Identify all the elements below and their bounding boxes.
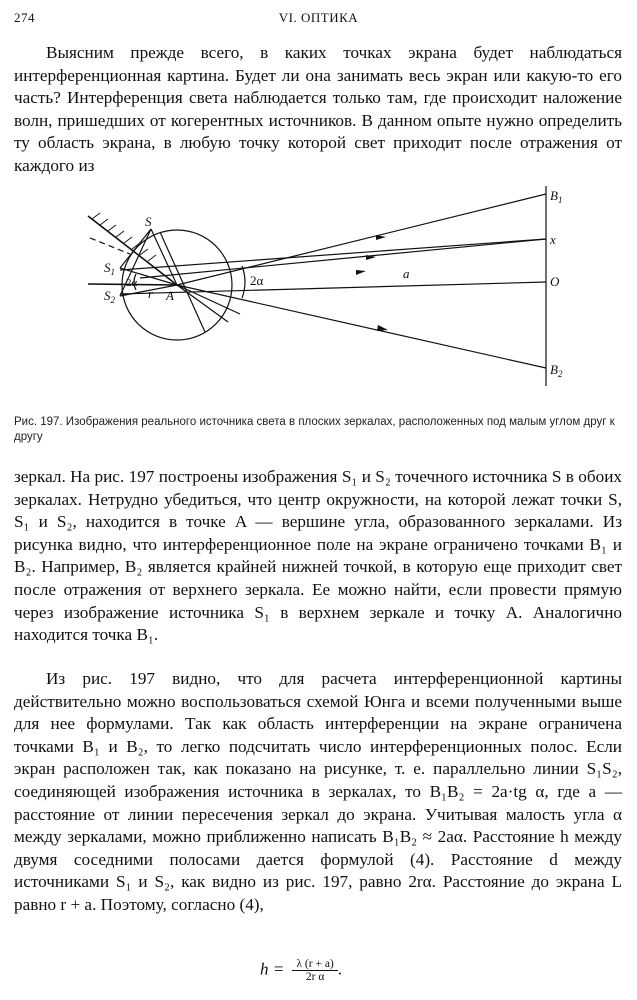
figure-caption: Рис. 197. Изображения реального источника света в плоских зеркалах, расположенных под малым углом друг к другу	[14, 416, 615, 443]
label-S1: $S_1$	[104, 260, 115, 277]
formula-lhs: h =	[260, 959, 285, 979]
ray-S1-x	[120, 239, 546, 270]
paragraph-2: зеркал. На рис. 197 построены изображения S₁ и S₂ точечного источника S в обоих зеркалах. Нетрудно убедиться, что центр окружности, на которой лежат точки S, S₁ и S₂, находится в точке A — вершине угла, образованного зеркалами. Из рисунка видно, что интерференционное поле на экране ограничено точками B₁ и B₂. Например, B₂ является крайней нижней точкой, в которую еще приходит свет после отражения от верхнего зеркала. Ее можно найти, если провести прямую через изображение источника S₁ в верхнем зеркале и точку A. Аналогично находится точка B₁.	[14, 467, 622, 645]
paragraph-3	[14, 668, 622, 917]
ray-to-B2	[177, 285, 546, 368]
arrow-4	[356, 270, 366, 275]
dashed-line	[90, 238, 130, 254]
optics-diagram	[70, 182, 590, 408]
label-S2: $S_2$	[104, 288, 115, 305]
formula	[260, 958, 342, 983]
formula-fraction	[292, 958, 337, 983]
paragraph-3-text: Из рис. 197 видно, что для расчета интерференционной картины действительно можно воспользоваться схемой Юнга и всеми полученными выше для нее формулами. Так как область интерференции на экране ограничена точками B₁ и B₂, то легко подсчитать число интерференционных полос. Если экран расположен так, как показано на рисунке, т. е. параллельно линии S₁S₂, соединяющей изображения источника в зеркалах, то B₁B₂ = 2a·tg α, где a — расстояние от линии пересечения зеркал до экрана. Учитывая малость угла α между зеркалами, можно приближенно написать B₁B₂ ≈ 2aα. Расстояние h между двумя соседними полосами дается формулой (4). Расстояние d между источниками S₁ и S₂, как видно из рис. 197, равно 2rα. Расстояние до экрана L равно r + a. Поэтому, согласно (4),	[14, 669, 622, 914]
label-x: x	[550, 232, 556, 247]
formula-end: .	[337, 959, 343, 979]
chapter-title: VI. ОПТИКА	[278, 10, 359, 25]
label-B1: $B_1$	[550, 188, 563, 205]
page-header	[14, 10, 623, 30]
upper-mirror	[88, 216, 177, 285]
page-number: 274	[14, 10, 35, 25]
label-B2: $B_2$	[550, 362, 563, 379]
label-O: O	[550, 274, 560, 289]
formula-denominator: 2r α	[305, 971, 325, 983]
label-r: r	[148, 286, 154, 301]
paragraph-1	[14, 42, 622, 178]
angle-arc-large	[242, 266, 245, 298]
label-S: S	[145, 214, 152, 229]
paragraph-1-text: Выясним прежде всего, в каких точках экрана будет наблюдаться интерференционная картина. Будет ли она занимать весь экран или какую-то его часть? Интерференция света наблюдается только там, где происходит наложение волн, пришедших от когерентных источников. В данном опыте нужно определить ту область экрана, в любую точку которой свет приходит после отражения от каждого из	[14, 43, 622, 175]
label-A: A	[166, 288, 174, 303]
arrow-1	[376, 235, 386, 240]
formula-numerator: λ (r + a)	[292, 958, 337, 971]
ray-to-x	[140, 239, 546, 278]
label-2alpha: 2α	[250, 273, 264, 288]
label-2alpha-small: 2α	[126, 277, 138, 289]
figure-197	[70, 182, 590, 408]
arrow-2	[377, 325, 388, 331]
label-a: a	[403, 266, 410, 281]
